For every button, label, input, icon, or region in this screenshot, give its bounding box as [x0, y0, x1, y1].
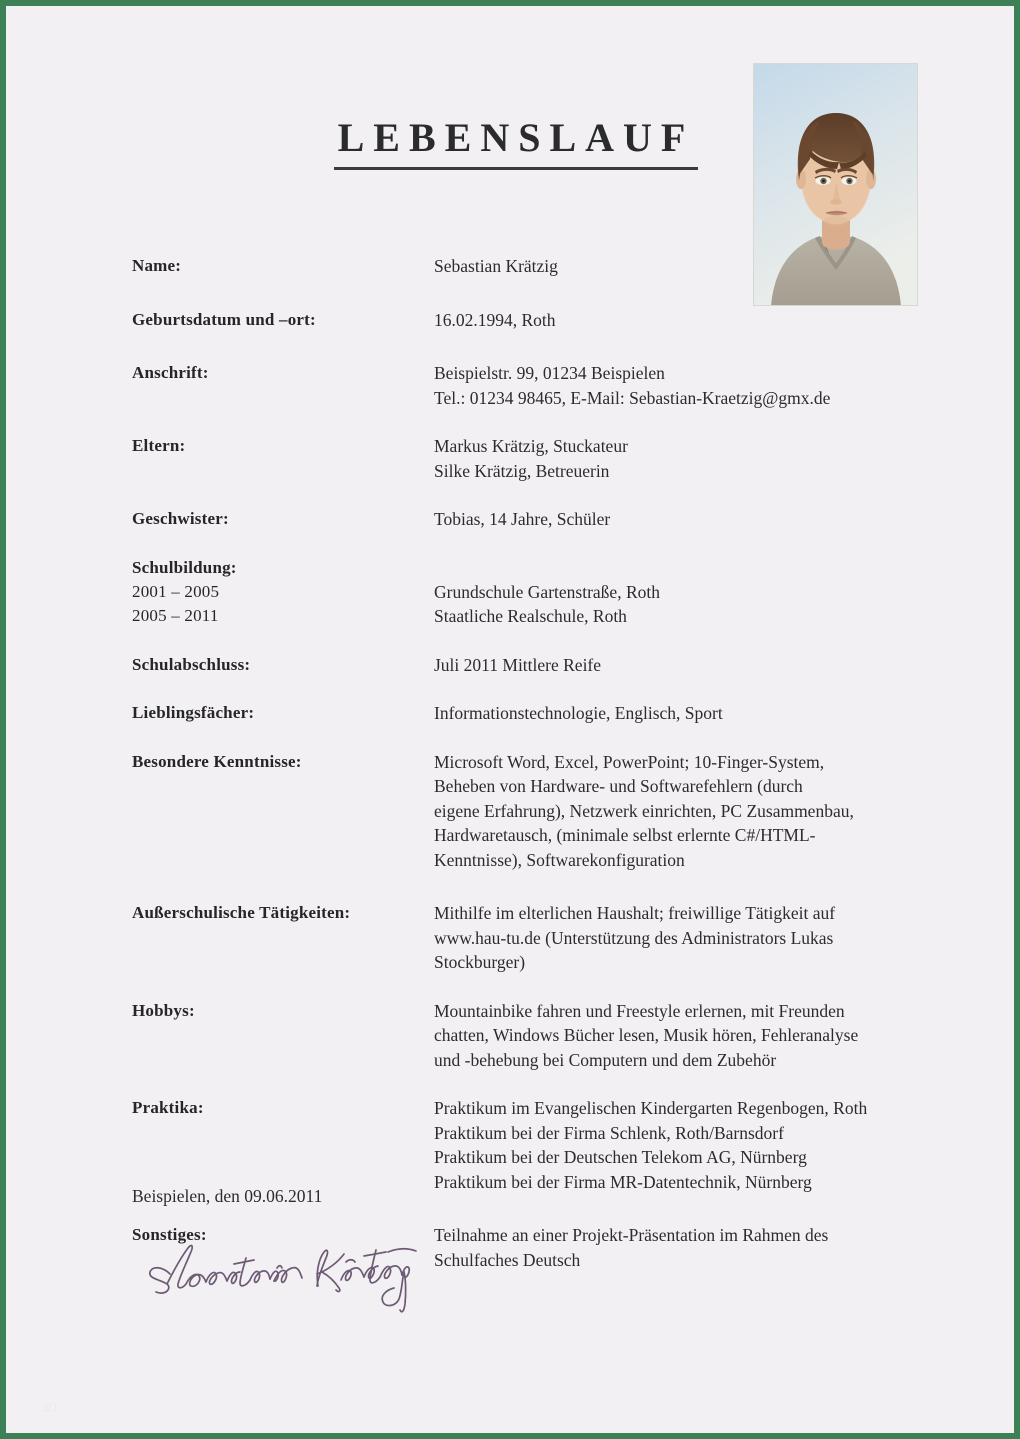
label-hobbies: Hobbys:	[132, 1000, 195, 1020]
value-hobbies	[434, 999, 932, 1073]
value-line: Beispielstr. 99, 01234 Beispielen	[434, 363, 665, 383]
value-address	[434, 361, 932, 410]
row-graduation	[132, 653, 932, 678]
spacer	[132, 1072, 932, 1096]
row-extracurricular	[132, 901, 932, 975]
paper-sheet	[6, 6, 1014, 1433]
value-line: Stockburger)	[434, 952, 526, 972]
value-extracurricular	[434, 901, 932, 975]
spacer	[132, 629, 932, 653]
label-education: Schulbildung:	[132, 557, 237, 577]
value-line: Schulfaches Deutsch	[434, 1249, 581, 1270]
label-internships: Praktika:	[132, 1098, 204, 1117]
page-title: LEBENSLAUF	[334, 114, 699, 170]
value-name	[434, 254, 932, 279]
spacer	[132, 677, 932, 701]
value-line: 16.02.1994, Roth	[434, 309, 556, 330]
value-line: Praktikum bei der Deutschen Telekom AG, Nürnberg	[434, 1147, 807, 1167]
place-and-date: Beispielen, den 09.06.2011	[132, 1186, 323, 1206]
value-line: Praktikum im Evangelischen Kindergarten Regenbogen, Roth	[434, 1098, 868, 1118]
scan-artifact: 3D	[42, 1400, 56, 1415]
spacer	[132, 872, 932, 901]
spacer	[132, 279, 932, 308]
label-siblings: Geschwister:	[132, 509, 229, 528]
value-education	[434, 580, 932, 629]
spacer	[132, 975, 932, 999]
value-graduation	[434, 653, 932, 678]
document-title-wrapper	[6, 114, 1020, 170]
value-line: Tobias, 14 Jahre, Schüler	[434, 509, 611, 529]
spacer	[132, 332, 932, 361]
row-birth	[132, 308, 932, 333]
value-line: Silke Krätzig, Betreuerin	[434, 460, 610, 481]
value-parents	[434, 434, 932, 483]
label-skills: Besondere Kenntnisse:	[132, 751, 302, 771]
value-line: Juli 2011 Mittlere Reife	[434, 654, 602, 675]
value-skills	[434, 750, 932, 873]
row-parents	[132, 434, 932, 483]
label-extracurricular: Außerschulische Tätigkeiten:	[132, 903, 351, 922]
value-line: und -behebung bei Computern und dem Zubehör	[434, 1049, 777, 1070]
row-education-heading	[132, 556, 932, 580]
row-education-entries	[132, 580, 932, 629]
value-line: Sebastian Krätzig	[434, 256, 558, 276]
education-year-range: 2001 – 2005	[132, 581, 220, 601]
value-favourite-subjects	[434, 701, 932, 726]
value-line: Markus Krätzig, Stuckateur	[434, 436, 628, 456]
row-hobbies	[132, 999, 932, 1073]
value-internships	[434, 1096, 932, 1194]
spacer	[132, 726, 932, 750]
value-line: Informationstechnologie, Englisch, Sport	[434, 703, 723, 723]
label-name: Name:	[132, 256, 182, 275]
value-line: Hardwaretausch, (minimale selbst erlernte C#/HTML-	[434, 825, 816, 845]
label-favourite-subjects: Lieblingsfächer:	[132, 703, 255, 722]
value-line: Beheben von Hardware- und Softwarefehlern (durch	[434, 776, 803, 796]
row-address	[132, 361, 932, 410]
value-birth	[434, 308, 932, 333]
value-line: Mithilfe im elterlichen Haushalt; freiwillige Tätigkeit auf	[434, 903, 836, 923]
value-other	[434, 1223, 932, 1272]
value-line: Microsoft Word, Excel, PowerPoint; 10-Finger-System,	[434, 751, 825, 772]
value-line: www.hau-tu.de (Unterstützung des Administrators Lukas	[434, 927, 834, 948]
row-favourite-subjects	[132, 701, 932, 726]
value-line: chatten, Windows Bücher lesen, Musik hören, Fehleranalyse	[434, 1025, 859, 1045]
value-line: eigene Erfahrung), Netzwerk einrichten, PC Zusammenbau,	[434, 800, 854, 821]
value-line: Praktikum bei der Firma MR-Datentechnik, Nürnberg	[434, 1171, 812, 1192]
value-line: Praktikum bei der Firma Schlenk, Roth/Barnsdorf	[434, 1122, 784, 1143]
label-graduation: Schulabschluss:	[132, 654, 251, 674]
label-parents: Eltern:	[132, 436, 186, 455]
signature-strokes	[136, 1222, 436, 1317]
value-line: Staatliche Realschule, Roth	[434, 606, 627, 626]
row-name	[132, 254, 932, 279]
value-line: Tel.: 01234 98465, E-Mail: Sebastian-Kraetzig@gmx.de	[434, 387, 831, 408]
label-address: Anschrift:	[132, 363, 209, 382]
row-skills	[132, 750, 932, 873]
spacer	[132, 483, 932, 507]
resume-body	[132, 254, 932, 1272]
value-line: Grundschule Gartenstraße, Roth	[434, 581, 660, 602]
label-birth: Geburtsdatum und –ort:	[132, 309, 316, 329]
signature	[136, 1222, 436, 1317]
value-line: Mountainbike fahren und Freestyle erlernen, mit Freunden	[434, 1000, 845, 1021]
row-siblings	[132, 507, 932, 532]
value-siblings	[434, 507, 932, 532]
value-line: Kenntnisse), Softwarekonfiguration	[434, 849, 685, 870]
education-years	[132, 580, 434, 628]
value-line: Teilnahme an einer Projekt-Präsentation im Rahmen des	[434, 1225, 829, 1245]
row-internships	[132, 1096, 932, 1194]
spacer	[132, 410, 932, 434]
label-other: Sonstiges:	[132, 1225, 207, 1244]
spacer	[132, 532, 932, 556]
education-year-range: 2005 – 2011	[132, 605, 219, 625]
